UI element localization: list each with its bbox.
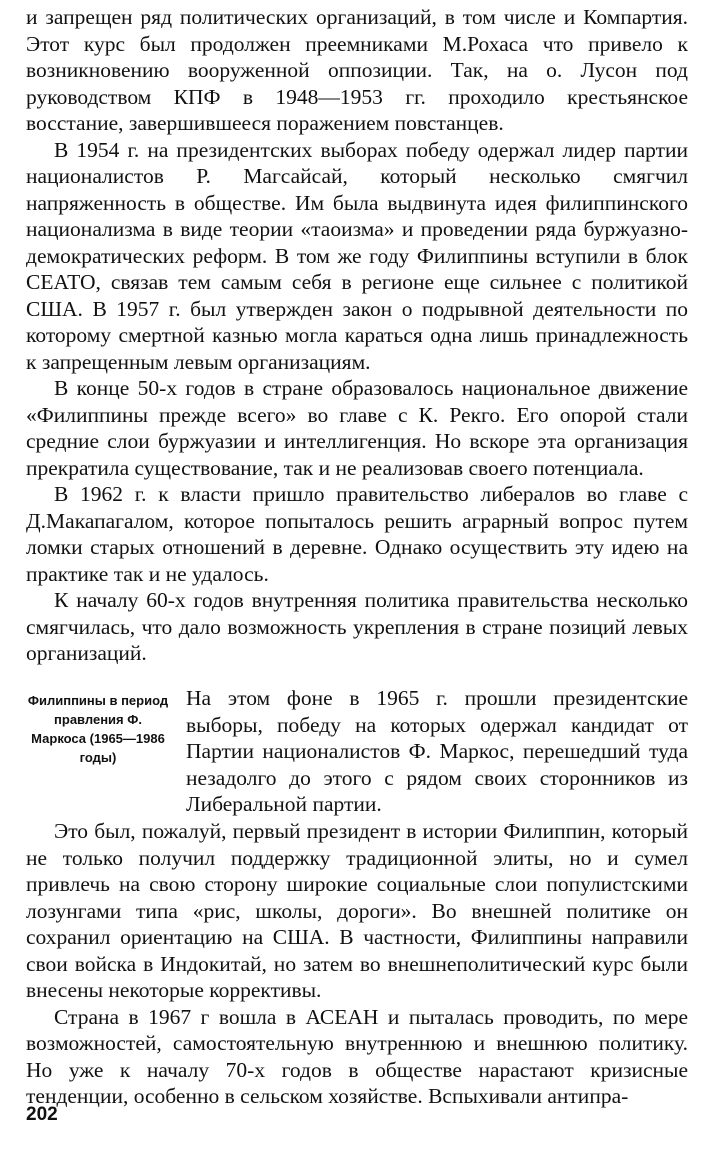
main-text-bottom — [26, 818, 688, 1110]
paragraph-5: К началу 60-х годов внутренняя политика правительства несколько смягчилась, что дало возможность укрепления в стране позиций левых организаций. — [26, 588, 688, 665]
side-heading: Филиппины в период правления Ф. Маркоса (1965—1986 годы) — [27, 693, 169, 765]
page-number: 202 — [26, 1104, 58, 1125]
paragraph-3: В конце 50-х годов в стране образовалось национальное движение «Филиппины прежде всего» во главе с К. Рекго. Его опорой стали средние слои буржуазии и интеллигенция. Но вскоре эта организация прекратила существование, так и не реализовав своего потенциала. — [26, 376, 688, 480]
main-text-top — [26, 4, 688, 667]
paragraph-6: Это был, пожалуй, первый президент в истории Филиппин, который не только получил поддержку традиционной элиты, но и сумел привлечь на свою сторону широкие социальные слои популистскими лозунгами типа «рис, школы, дороги». Во внешней политике он сохранил ориентацию на США. В частности, Филиппины направили свои войска в Индокитай, но затем во внешнеполитический курс были внесены некоторые коррективы. — [26, 819, 688, 1002]
paragraph-7: Страна в 1967 г вошла в АСЕАН и пыталась проводить, по мере возможностей, самостоятельную внутреннюю и внешнюю политику. Но уже к началу 70-х годов в обществе нарастают кризисные тенденции, особенно в сельском хозяйстве. Вспыхивали антипра- — [26, 1004, 688, 1108]
paragraph-2: В 1954 г. на президентских выборах победу одержал лидер партии националистов Р. Магсайсай, который несколько смягчил напряженность в обществе. Им была выдвинута идея филиппинского национализма в виде теории «таоизма» и проведении ряда буржуазно-демократических реформ. В том же году Филиппины вступили в блок СЕАТО, связав тем самым себя в регионе еще сильнее с политикой США. В 1957 г. был утвержден закон о подрывной деятельности по которому смертной казнью могла караться одна лишь принадлежность к запрещенным левым организациям. — [26, 137, 688, 374]
paragraph-4: В 1962 г. к власти пришло правительство либералов во главе с Д.Макапагалом, которое попыталось решить аграрный вопрос путем ломки старых отношений в деревне. Однако осуществить эту идею на практике так и не удалось. — [26, 482, 688, 586]
side-paragraph: На этом фоне в 1965 г. прошли президентские выборы, победу на которых одержал кандидат от Партии националистов Ф. Маркос, перешедший туда незадолго до этого с рядом своих сторонников из Либеральной партии. — [186, 686, 688, 816]
paragraph-1: и запрещен ряд политических организаций, в том числе и Компартия. Этот курс был продолжен преемниками М.Рохаса что привело к возникновению вооруженной оппозиции. Так, на о. Лусон под руководством КПФ в 1948—1953 гг. проходило крестьянское восстание, завершившееся поражением повстанцев. — [26, 5, 688, 135]
